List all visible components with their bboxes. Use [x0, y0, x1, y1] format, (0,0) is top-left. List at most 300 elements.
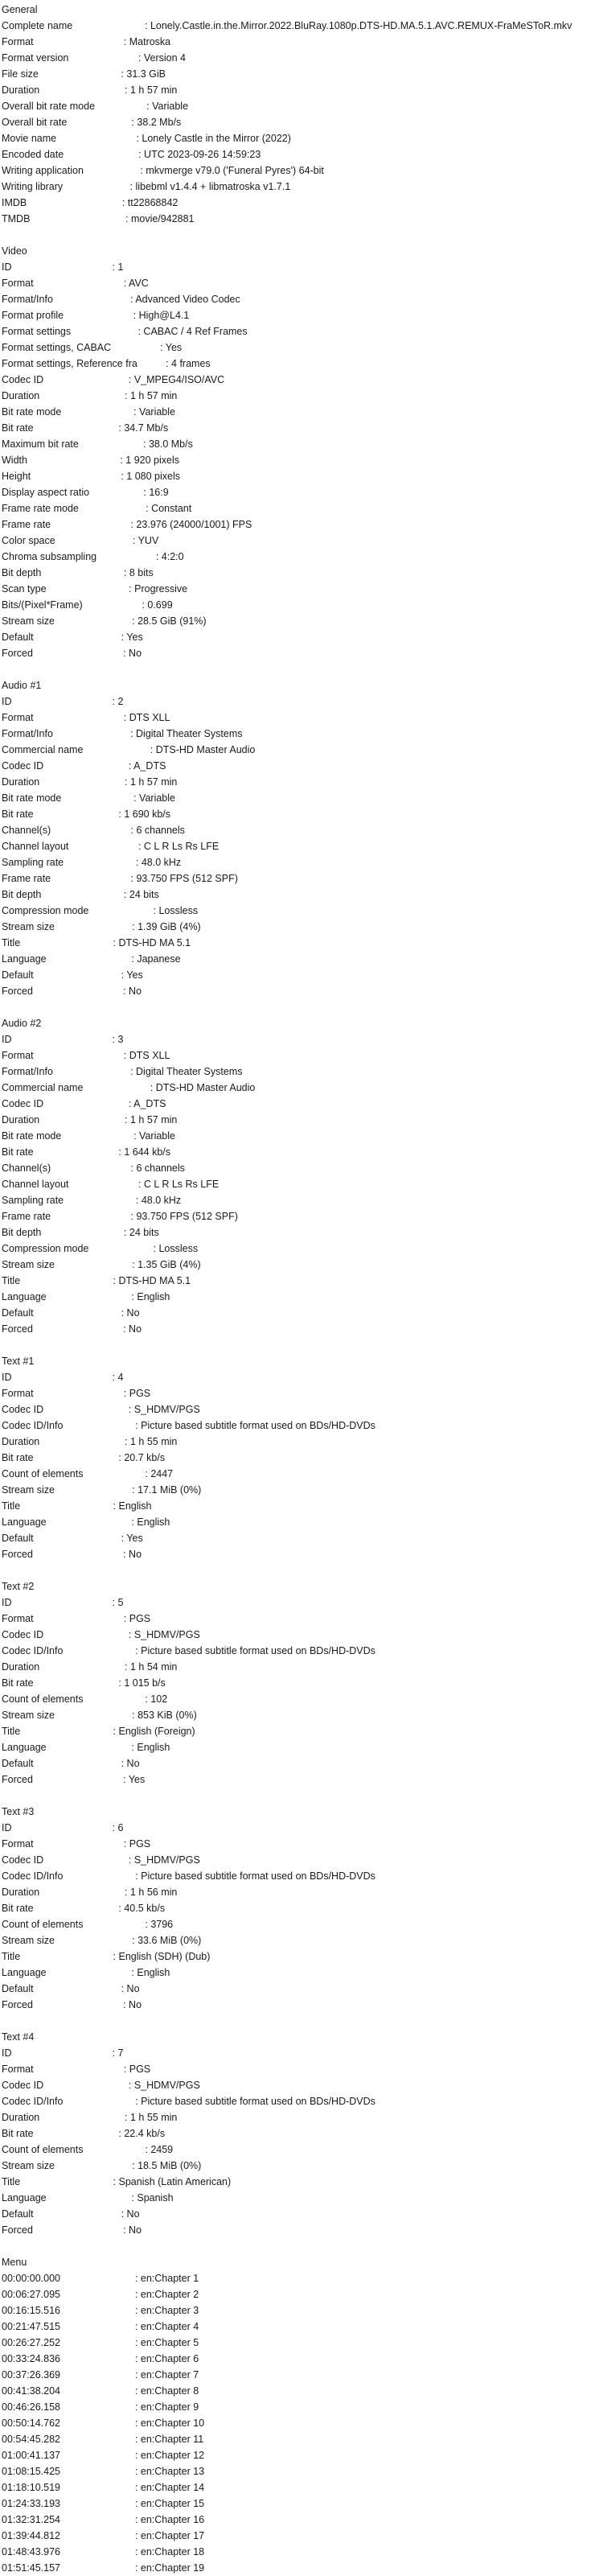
info-row — [2, 2447, 595, 2463]
info-row — [2, 2560, 595, 2576]
info-row — [2, 114, 595, 130]
field-label: Bit rate mode — [2, 792, 62, 804]
info-row — [2, 2512, 595, 2528]
field-value: : Variable — [133, 1130, 175, 1142]
field-value: : 4 frames — [166, 358, 211, 369]
field-label: Duration — [2, 1887, 40, 1898]
info-row — [2, 693, 595, 710]
field-value: : 1 h 57 min — [125, 390, 178, 401]
section-heading-menu: Menu — [2, 2257, 27, 2268]
field-label: Format/Info — [2, 294, 53, 305]
info-row — [2, 774, 595, 790]
info-row — [2, 2158, 595, 2174]
info-row — [2, 1498, 595, 1514]
info-row — [2, 726, 595, 742]
field-label: Bit depth — [2, 567, 42, 578]
field-label: Title — [2, 1500, 21, 1512]
info-row — [2, 82, 595, 98]
field-label: Codec ID — [2, 1629, 44, 1640]
field-value: : 0.699 — [142, 599, 173, 611]
field-label: Duration — [2, 2112, 40, 2123]
field-value: : 22.4 kb/s — [118, 2128, 166, 2139]
field-label: 01:51:45.157 — [2, 2562, 60, 2574]
info-row — [2, 1385, 595, 1401]
field-label: Display aspect ratio — [2, 487, 90, 498]
field-value: : 3 — [112, 1034, 124, 1045]
info-row — [2, 372, 595, 388]
field-label: 00:41:38.204 — [2, 2385, 60, 2397]
field-value: : en:Chapter 3 — [134, 2305, 199, 2316]
field-value: : 1 h 57 min — [125, 84, 178, 96]
field-value: : 1 644 kb/s — [118, 1146, 171, 1158]
field-value: : en:Chapter 12 — [134, 2450, 205, 2461]
info-row — [2, 34, 595, 50]
info-row — [2, 1482, 595, 1498]
info-row — [2, 195, 595, 211]
field-value: : 24 bits — [123, 1227, 159, 1238]
field-value: : No — [123, 1999, 142, 2010]
info-row — [2, 388, 595, 404]
field-label: ID — [2, 261, 12, 273]
field-value: : en:Chapter 2 — [134, 2289, 199, 2300]
info-row — [2, 1305, 595, 1321]
field-value: : PGS — [123, 1613, 151, 1624]
field-label: Language — [2, 1516, 47, 1528]
field-label: ID — [2, 1822, 12, 1833]
field-label: Count of elements — [2, 1468, 84, 1479]
field-value: : Japanese — [131, 953, 181, 965]
info-row — [2, 2109, 595, 2125]
info-row — [2, 2270, 595, 2286]
info-row — [2, 742, 595, 758]
field-value: : 40.5 kb/s — [118, 1903, 166, 1914]
info-row — [2, 436, 595, 452]
info-row — [2, 2528, 595, 2544]
field-label: 00:46:26.158 — [2, 2401, 60, 2413]
field-value: : UTC 2023-09-26 14:59:23 — [138, 149, 261, 160]
info-row — [2, 565, 595, 581]
field-value: : Digital Theater Systems — [130, 1066, 243, 1077]
field-label: Channel(s) — [2, 825, 51, 836]
info-row — [2, 1241, 595, 1257]
info-row — [2, 1884, 595, 1900]
field-value: : movie/942881 — [125, 213, 195, 224]
field-label: 00:21:47.515 — [2, 2321, 60, 2332]
info-row — [2, 919, 595, 935]
field-label: Codec ID — [2, 760, 44, 772]
info-row — [2, 710, 595, 726]
field-value: : en:Chapter 4 — [134, 2321, 199, 2332]
info-row — [2, 2351, 595, 2367]
info-row — [2, 790, 595, 806]
info-row — [2, 323, 595, 339]
field-value: : Lossless — [153, 905, 199, 916]
field-label: Scan type — [2, 583, 47, 595]
info-row — [2, 758, 595, 774]
section-heading-audio-2: Audio #2 — [2, 1018, 42, 1029]
info-row — [2, 1096, 595, 1112]
field-label: Title — [2, 2176, 21, 2187]
field-value: : Variable — [133, 406, 175, 418]
field-value: : Constant — [146, 503, 192, 514]
field-value: : 3796 — [145, 1919, 174, 1930]
info-row — [2, 163, 595, 179]
field-value: : High@L4.1 — [133, 310, 190, 321]
info-row — [2, 2286, 595, 2302]
field-label: 00:37:26.369 — [2, 2369, 60, 2381]
field-label: Default — [2, 1758, 34, 1769]
info-row — [2, 1273, 595, 1289]
field-value: : S_HDMV/PGS — [128, 1404, 200, 1415]
info-row — [2, 1643, 595, 1659]
field-label: 00:33:24.836 — [2, 2353, 60, 2364]
info-row — [2, 1434, 595, 1450]
field-value: : 93.750 FPS (512 SPF) — [130, 1211, 238, 1222]
field-value: : DTS-HD MA 5.1 — [113, 937, 191, 949]
field-label: Compression mode — [2, 1243, 89, 1254]
info-row — [2, 1900, 595, 1916]
field-value: : 5 — [112, 1597, 124, 1608]
info-row — [2, 1224, 595, 1241]
field-value: : No — [121, 1758, 140, 1769]
field-value: : AVC — [123, 278, 149, 289]
info-row — [2, 597, 595, 613]
field-label: Format — [2, 1050, 34, 1061]
info-row — [2, 2206, 595, 2222]
info-row — [2, 935, 595, 951]
field-label: Language — [2, 1742, 47, 1753]
field-value: : 1 690 kb/s — [118, 809, 171, 820]
info-row — [2, 404, 595, 420]
field-value: : Yes — [121, 969, 143, 981]
info-row — [2, 307, 595, 323]
field-label: Codec ID — [2, 374, 44, 385]
info-row — [2, 2142, 595, 2158]
info-row — [2, 2399, 595, 2415]
field-label: Bit rate — [2, 809, 34, 820]
field-label: Maximum bit rate — [2, 438, 79, 450]
field-label: Duration — [2, 84, 40, 96]
field-value: : Spanish (Latin American) — [113, 2176, 232, 2187]
field-label: Bit rate — [2, 1146, 34, 1158]
field-label: File size — [2, 68, 39, 80]
field-label: Bit rate — [2, 1677, 34, 1689]
field-value: : en:Chapter 14 — [134, 2482, 205, 2493]
info-row — [2, 1466, 595, 1482]
info-row — [2, 50, 595, 66]
field-label: Default — [2, 1533, 34, 1544]
field-value: : PGS — [123, 1838, 151, 1850]
field-value: : en:Chapter 10 — [134, 2418, 205, 2429]
field-label: 01:48:43.976 — [2, 2546, 60, 2557]
field-value: : 1 920 pixels — [120, 455, 180, 466]
field-label: Forced — [2, 1323, 33, 1335]
field-label: Frame rate mode — [2, 503, 79, 514]
field-label: ID — [2, 1597, 12, 1608]
section-heading-audio-1: Audio #1 — [2, 680, 42, 691]
field-value: : No — [121, 1983, 140, 1994]
blank-line — [2, 2013, 595, 2029]
field-label: ID — [2, 1372, 12, 1383]
field-label: Language — [2, 1967, 47, 1978]
field-value: : DTS XLL — [123, 1050, 170, 1061]
field-value: : 2447 — [145, 1468, 174, 1479]
field-label: Overall bit rate mode — [2, 101, 96, 112]
info-row — [2, 549, 595, 565]
field-label: Format/Info — [2, 1066, 53, 1077]
field-label: Chroma subsampling — [2, 551, 97, 562]
field-value: : 1 080 pixels — [121, 471, 180, 482]
info-row — [2, 822, 595, 838]
field-label: Format settings — [2, 326, 72, 337]
info-row — [2, 2496, 595, 2512]
field-value: : CABAC / 4 Ref Frames — [137, 326, 248, 337]
field-label: Stream size — [2, 615, 55, 627]
section-heading-text-4: Text #4 — [2, 2031, 35, 2043]
field-label: Format — [2, 1388, 34, 1399]
info-row — [2, 468, 595, 484]
field-value: : 6 channels — [130, 1162, 185, 1174]
field-value: : No — [123, 1549, 142, 1560]
field-value: : A_DTS — [128, 1098, 166, 1109]
info-row — [2, 18, 595, 34]
field-value: : No — [123, 1323, 142, 1335]
field-label: Duration — [2, 390, 40, 401]
info-row — [2, 130, 595, 146]
info-row — [2, 1707, 595, 1723]
info-row — [2, 2431, 595, 2447]
field-label: Frame rate — [2, 873, 51, 884]
field-label: 01:08:15.425 — [2, 2466, 60, 2477]
info-row — [2, 1064, 595, 1080]
info-row — [2, 1176, 595, 1192]
field-value: : Lossless — [153, 1243, 199, 1254]
field-value: : Yes — [123, 1774, 146, 1785]
info-row — [2, 1112, 595, 1128]
info-row — [2, 1852, 595, 1868]
info-row — [2, 1627, 595, 1643]
field-value: : 1.35 GiB (4%) — [132, 1259, 201, 1270]
field-label: 01:39:44.812 — [2, 2530, 60, 2541]
field-value: : No — [123, 648, 142, 659]
field-label: Sampling rate — [2, 1195, 64, 1206]
section-heading-text-2: Text #2 — [2, 1581, 35, 1592]
section-heading-text-3: Text #3 — [2, 1806, 35, 1817]
info-row — [2, 629, 595, 645]
info-row — [2, 2077, 595, 2093]
field-value: : No — [121, 1307, 140, 1319]
info-row — [2, 1723, 595, 1739]
field-label: 01:32:31.254 — [2, 2514, 60, 2525]
field-label: Format — [2, 278, 34, 289]
info-row — [2, 484, 595, 500]
info-row — [2, 870, 595, 887]
field-label: Frame rate — [2, 1211, 51, 1222]
info-row — [2, 452, 595, 468]
field-label: Frame rate — [2, 519, 51, 530]
field-value: : Variable — [146, 101, 189, 112]
field-label: Bits/(Pixel*Frame) — [2, 599, 83, 611]
field-value: : 1.39 GiB (4%) — [132, 921, 201, 932]
field-label: Format — [2, 712, 34, 723]
info-row — [2, 967, 595, 983]
field-value: : English — [131, 1742, 170, 1753]
field-label: ID — [2, 1034, 12, 1045]
info-row — [2, 645, 595, 661]
field-label: Commercial name — [2, 1082, 84, 1093]
field-label: Codec ID — [2, 1854, 44, 1866]
info-row — [2, 1031, 595, 1047]
field-label: Format — [2, 36, 34, 47]
field-label: Codec ID/Info — [2, 1645, 64, 1656]
section-heading-general: General — [2, 4, 38, 15]
info-row — [2, 613, 595, 629]
field-value: : mkvmerge v79.0 ('Funeral Pyres') 64-bit — [140, 165, 324, 176]
field-value: : Yes — [121, 1533, 143, 1544]
info-row — [2, 2045, 595, 2061]
field-value: : Yes — [160, 342, 183, 353]
field-value: : 17.1 MiB (0%) — [132, 1484, 202, 1496]
section-heading-video: Video — [2, 245, 27, 257]
field-value: : 1 h 54 min — [125, 1661, 178, 1673]
info-row — [2, 1739, 595, 1755]
field-label: ID — [2, 2047, 12, 2059]
field-label: Format settings, Reference fra — [2, 358, 137, 369]
field-label: Commercial name — [2, 744, 84, 755]
field-value: : 93.750 FPS (512 SPF) — [130, 873, 238, 884]
info-row — [2, 516, 595, 533]
field-label: Forced — [2, 1999, 33, 2010]
field-label: Forced — [2, 2224, 33, 2236]
field-label: TMDB — [2, 213, 31, 224]
info-row — [2, 98, 595, 114]
field-label: Format profile — [2, 310, 64, 321]
field-value: : English — [113, 1500, 152, 1512]
field-value: : 7 — [112, 2047, 124, 2059]
field-value: : en:Chapter 8 — [134, 2385, 199, 2397]
info-row — [2, 1369, 595, 1385]
info-row — [2, 1595, 595, 1611]
field-value: : Picture based subtitle format used on BDs/HD-DVDs — [135, 2096, 375, 2107]
field-label: Bit rate — [2, 422, 34, 434]
info-row — [2, 1659, 595, 1675]
info-row — [2, 1755, 595, 1772]
info-row — [2, 2190, 595, 2206]
info-row — [2, 1418, 595, 1434]
blank-line — [2, 1788, 595, 1804]
field-value: : C L R Ls Rs LFE — [137, 1179, 220, 1190]
field-value: : 2459 — [145, 2144, 174, 2155]
field-value: : 1 h 55 min — [125, 1436, 178, 1447]
info-row — [2, 2174, 595, 2190]
field-value: : 38.0 Mb/s — [143, 438, 193, 450]
field-label: Channel layout — [2, 1179, 69, 1190]
field-value: : Yes — [121, 632, 143, 643]
field-value: : 38.2 Mb/s — [131, 117, 182, 128]
field-label: Duration — [2, 1661, 40, 1673]
field-value: : Matroska — [123, 36, 171, 47]
field-value: : 24 bits — [123, 889, 159, 900]
field-value: : S_HDMV/PGS — [128, 2080, 200, 2091]
field-label: Format — [2, 2064, 34, 2075]
field-value: : en:Chapter 11 — [134, 2434, 204, 2445]
field-label: Bit depth — [2, 889, 42, 900]
field-value: : Progressive — [129, 583, 188, 595]
info-row — [2, 854, 595, 870]
field-label: Duration — [2, 776, 40, 788]
info-row — [2, 951, 595, 967]
field-label: 01:00:41.137 — [2, 2450, 60, 2461]
field-label: Codec ID — [2, 2080, 44, 2091]
field-value: : 2 — [112, 696, 124, 707]
field-label: Forced — [2, 648, 33, 659]
field-value: : en:Chapter 17 — [134, 2530, 205, 2541]
field-value: : PGS — [123, 2064, 151, 2075]
field-label: Color space — [2, 535, 55, 546]
info-row — [2, 1868, 595, 1884]
field-value: : 8 bits — [123, 567, 154, 578]
field-label: Forced — [2, 986, 33, 997]
info-row — [2, 2544, 595, 2560]
field-value: : 4 — [112, 1372, 124, 1383]
info-row — [2, 838, 595, 854]
section-heading-text-1: Text #1 — [2, 1356, 35, 1367]
info-row — [2, 2415, 595, 2431]
field-value: : 6 channels — [130, 825, 185, 836]
field-label: Height — [2, 471, 31, 482]
field-label: Stream size — [2, 2160, 55, 2171]
info-row — [2, 420, 595, 436]
field-value: : 1 h 56 min — [125, 1887, 178, 1898]
field-label: Encoded date — [2, 149, 64, 160]
info-row — [2, 1546, 595, 1562]
info-row — [2, 1675, 595, 1691]
info-row — [2, 1997, 595, 2013]
blank-line — [2, 227, 595, 243]
field-label: Count of elements — [2, 1919, 84, 1930]
field-label: Stream size — [2, 1935, 55, 1946]
info-row — [2, 2125, 595, 2142]
blank-line — [2, 2238, 595, 2254]
field-label: IMDB — [2, 197, 27, 208]
field-value: : 16:9 — [143, 487, 169, 498]
field-label: Overall bit rate — [2, 117, 68, 128]
field-label: Default — [2, 969, 34, 981]
field-label: Title — [2, 1726, 21, 1737]
field-label: 00:16:15.516 — [2, 2305, 60, 2316]
field-label: Bit rate — [2, 2128, 34, 2139]
field-label: 01:24:33.193 — [2, 2498, 60, 2509]
field-value: : No — [123, 2224, 142, 2236]
field-value: : S_HDMV/PGS — [128, 1854, 200, 1866]
field-label: 00:54:45.282 — [2, 2434, 60, 2445]
info-row — [2, 211, 595, 227]
field-value: : 6 — [112, 1822, 124, 1833]
info-row — [2, 1144, 595, 1160]
info-row — [2, 2093, 595, 2109]
field-value: : en:Chapter 19 — [134, 2562, 205, 2574]
field-value: : English — [131, 1291, 170, 1302]
field-value: : tt22868842 — [121, 197, 178, 208]
info-row — [2, 1916, 595, 1932]
field-label: Stream size — [2, 921, 55, 932]
info-row — [2, 903, 595, 919]
field-label: Codec ID — [2, 1098, 44, 1109]
field-label: Writing application — [2, 165, 84, 176]
info-row — [2, 1514, 595, 1530]
field-value: : en:Chapter 9 — [134, 2401, 199, 2413]
field-value: : 1 h 55 min — [125, 2112, 178, 2123]
